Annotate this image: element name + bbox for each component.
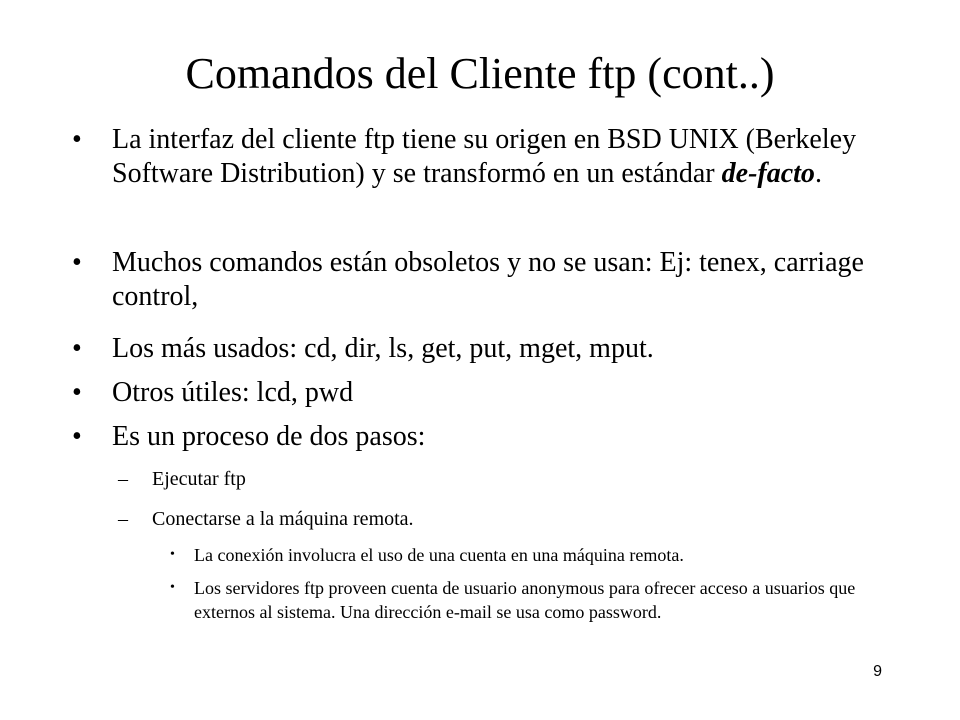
bullet-item [72, 332, 912, 366]
dash-marker: – [118, 508, 128, 530]
bullet-marker: • [72, 124, 82, 155]
bullet-text: Otros útiles: lcd, pwd [112, 377, 354, 408]
page-number: 9 [873, 663, 882, 680]
slide-title: Comandos del Cliente ftp (cont..) [185, 49, 775, 98]
bullet-text-part: La interfaz del cliente ftp tiene su origen en BSD UNIX (Berkeley Software Distribution) y se transformó en un estándar [112, 124, 857, 189]
dash-marker: – [118, 468, 128, 490]
bullet-item [72, 420, 912, 454]
bullet-marker: • [72, 247, 82, 278]
bullet-item [72, 123, 912, 191]
sub-bullet-marker: • [170, 580, 175, 595]
bullet-marker: • [72, 333, 82, 364]
bullet-item [72, 246, 912, 314]
sub-bullet-text: La conexión involucra el uso de una cuenta en una máquina remota. [194, 545, 684, 565]
step-item [118, 507, 818, 531]
sub-bullet-marker: • [170, 547, 175, 562]
sub-bullet-item [170, 543, 880, 567]
step-item [118, 467, 818, 491]
bullet-marker: • [72, 421, 82, 452]
step-text: Conectarse a la máquina remota. [152, 508, 414, 530]
sub-bullet-item [170, 576, 880, 624]
bullet-text: Muchos comandos están obsoletos y no se usan: Ej: tenex, carriage control, [112, 247, 864, 312]
bullet-emphasis: de-facto [721, 158, 815, 189]
sub-bullet-text: Los servidores ftp proveen cuenta de usuario anonymous para ofrecer acceso a usuarios que externos al sistema. Una dirección e-mail se usa como password. [194, 578, 856, 622]
bullet-item [72, 376, 912, 410]
step-text: Ejecutar ftp [152, 468, 246, 490]
bullet-text: Es un proceso de dos pasos: [112, 421, 426, 452]
bullet-marker: • [72, 377, 82, 408]
bullet-text-part: . [814, 158, 822, 189]
bullet-text [112, 123, 912, 191]
bullet-text: Los más usados: cd, dir, ls, get, put, mget, mput. [112, 333, 654, 364]
